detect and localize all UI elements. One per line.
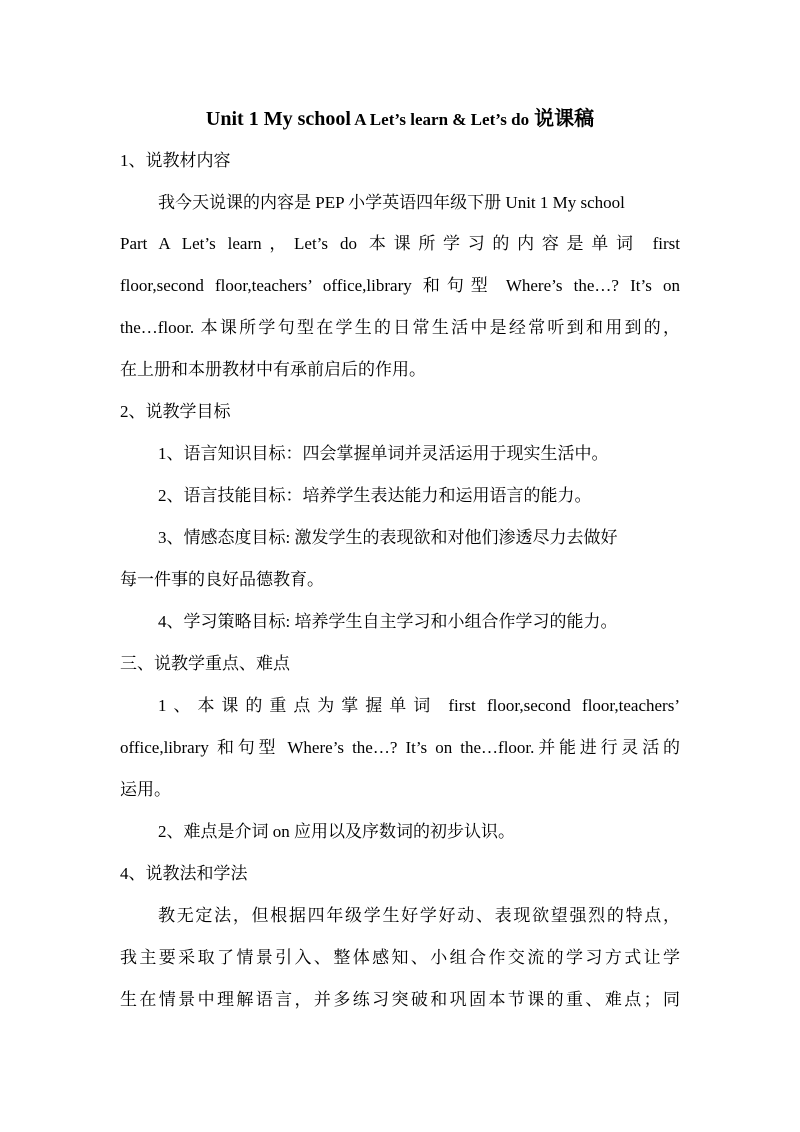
key-point-item-continued: 运用。 xyxy=(120,780,171,799)
title-subtitle: A Let’s learn & Let’s do xyxy=(350,110,530,129)
section-heading-methods: 4、说教法和学法 xyxy=(120,864,248,883)
paragraph-line: the…floor. 本课所学句型在学生的日常生活中是经常听到和用到的， xyxy=(120,318,680,337)
document-title xyxy=(0,104,800,135)
paragraph-line: Part A Let’s learn，Let’s do 本课所学习的内容是单词 first xyxy=(120,234,680,253)
goal-item: 1、语言知识目标：四会掌握单词并灵活运用于现实生活中。 xyxy=(158,444,609,463)
key-point-item-continued: office,library 和句型 Where’s the…? It’s on the…floor.并能进行灵活的 xyxy=(120,738,680,757)
paragraph-line: 我主要采取了情景引入、整体感知、小组合作交流的学习方式让学 xyxy=(120,948,680,967)
paragraph-line: floor,second floor,teachers’ office,library 和句型 Where’s the…? It’s on xyxy=(120,276,680,295)
paragraph-line: 教无定法，但根据四年级学生好学好动、表现欲望强烈的特点， xyxy=(158,906,680,925)
title-main: Unit 1 My school xyxy=(205,108,351,130)
key-point-item: 1、本课的重点为掌握单词 first floor,second floor,teachers’ xyxy=(158,696,680,715)
section-heading-key-points: 三、说教学重点、难点 xyxy=(120,654,290,673)
goal-item: 2、语言技能目标：培养学生表达能力和运用语言的能力。 xyxy=(158,486,592,505)
key-point-item: 2、难点是介词 on 应用以及序数词的初步认识。 xyxy=(158,822,515,841)
goal-item-continued: 每一件事的良好品德教育。 xyxy=(120,570,324,589)
section-heading-teaching-material: 1、说教材内容 xyxy=(120,151,231,170)
paragraph-line: 在上册和本册教材中有承前启后的作用。 xyxy=(120,360,426,379)
paragraph-line: 生在情景中理解语言，并多练习突破和巩固本节课的重、难点；同 xyxy=(120,990,680,1009)
goal-item: 4、学习策略目标: 培养学生自主学习和小组合作学习的能力。 xyxy=(158,612,618,631)
title-suffix: 说课稿 xyxy=(529,108,595,130)
paragraph-line: 我今天说课的内容是 PEP 小学英语四年级下册 Unit 1 My school xyxy=(158,193,625,212)
section-heading-teaching-goals: 2、说教学目标 xyxy=(120,402,231,421)
goal-item: 3、情感态度目标: 激发学生的表现欲和对他们渗透尽力去做好 xyxy=(158,528,618,547)
